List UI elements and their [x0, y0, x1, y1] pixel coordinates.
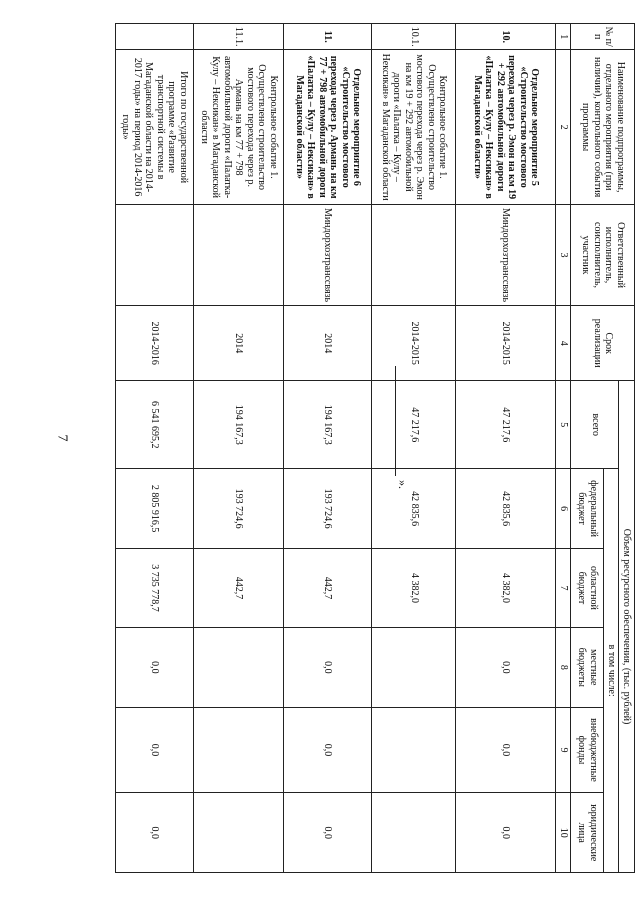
row-local [372, 628, 456, 707]
row-regional: 4 382,0 [456, 548, 555, 627]
row-regional: 442,7 [283, 548, 371, 627]
row-responsible: Миндорхозтранссвязь [456, 204, 555, 305]
row-local: 0,0 [456, 628, 555, 707]
header-local: местные бюджеты [571, 628, 603, 707]
total-row-offbudget: 0,0 [116, 707, 194, 793]
total-row-name: Итого по государственной программе «Развитие транспортной системы в Магаданской области на 2014-2017 годы» на период 2014-2016 годы» [116, 50, 194, 204]
header-regional: областной бюджет [571, 548, 603, 627]
row-name: Отдельное мероприятие 6 «Строительство мостового перехода через р. Армань на км 77 + 798 автомобильной дороги «Палатка – Кулу – Нексикан» в Магаданской области» [283, 50, 371, 204]
row-num: 11.1. [193, 24, 283, 50]
col-number: 3 [555, 204, 571, 305]
col-number: 4 [555, 306, 571, 381]
total-row-num [116, 24, 194, 50]
row-legal [372, 793, 456, 873]
row-federal: 42 835,6 [456, 469, 555, 548]
row-regional: 4 382,0 [372, 548, 456, 627]
closing-quote: ». [396, 480, 410, 489]
row-local [193, 628, 283, 707]
row-offbudget [372, 707, 456, 793]
header-responsible: Ответственный исполнитель, соисполнитель, участник [571, 204, 635, 305]
total-row [116, 24, 194, 873]
header-legal: юридические лица [571, 793, 603, 873]
total-row-total: 6 541 695,2 [116, 381, 194, 469]
row-num: 11. [283, 24, 371, 50]
header-volume: Объем ресурсного обеспечения, (тыс. рублей) [619, 381, 635, 873]
table-row [456, 24, 555, 873]
header-row-1 [619, 24, 635, 873]
rotated-table-container [115, 23, 635, 873]
header-total: всего [571, 381, 619, 469]
total-row-federal: 2 805 916,5 [116, 469, 194, 548]
row-period: 2014-2015 [456, 306, 555, 381]
row-period: 2014 [193, 306, 283, 381]
table-row [193, 24, 283, 873]
row-offbudget [193, 707, 283, 793]
row-period: 2014-2015 [372, 306, 456, 381]
col-number: 10 [555, 793, 571, 873]
col-number: 6 [555, 469, 571, 548]
row-legal: 0,0 [283, 793, 371, 873]
row-federal: 42 835,6 [372, 469, 456, 548]
column-numbers-row [555, 24, 571, 873]
row-num: 10. [456, 24, 555, 50]
row-legal [193, 793, 283, 873]
col-number: 5 [555, 381, 571, 469]
total-row-responsible [116, 204, 194, 305]
row-name: Отдельное мероприятие 5 «Строительство мостового перехода через р. Эмон на км 19 + 292 автомобильной дороги «Палатка – Кулу – Нексикан» в Магаданской области» [456, 50, 555, 204]
total-row-legal: 0,0 [116, 793, 194, 873]
table-row [372, 24, 456, 873]
row-responsible: Миндорхозтранссвязь [283, 204, 371, 305]
row-total: 47 217,6 [456, 381, 555, 469]
total-row-period: 2014-2016 [116, 306, 194, 381]
row-total: 194 167,3 [193, 381, 283, 469]
header-period: Срок реализации [571, 306, 635, 381]
row-num: 10.1. [372, 24, 456, 50]
resource-table [115, 23, 635, 873]
row-total: 47 217,6 [372, 381, 456, 469]
col-number: 8 [555, 628, 571, 707]
col-number: 1 [555, 24, 571, 50]
header-num: № п/п [571, 24, 635, 50]
row-offbudget: 0,0 [283, 707, 371, 793]
row-federal: 193 724,6 [283, 469, 371, 548]
header-federal: федеральный бюджет [571, 469, 603, 548]
page-number: 7 [54, 434, 70, 442]
col-number: 2 [555, 50, 571, 204]
total-row-regional: 3 735 778,7 [116, 548, 194, 627]
row-offbudget: 0,0 [456, 707, 555, 793]
header-offbudget: внебюджетные фонды [571, 707, 603, 793]
row-regional: 442,7 [193, 548, 283, 627]
row-responsible [193, 204, 283, 305]
row-responsible [372, 204, 456, 305]
row-federal: 193 724,6 [193, 469, 283, 548]
col-number: 9 [555, 707, 571, 793]
row-local: 0,0 [283, 628, 371, 707]
header-including: в том числе: [603, 469, 619, 873]
row-period: 2014 [283, 306, 371, 381]
col-number: 7 [555, 548, 571, 627]
row-name: Контрольное событие 1. Осуществлено строительство мостового перехода через р. Армань на км 77 + 798 автомобильной дороги «Палатка- Кулу – Нексикан» в Магаданской области [193, 50, 283, 204]
row-name: Контрольное событие 1. Осуществлено строительство мостового перехода через р. Эмон на км 19 + 292 автомобильной дороги «Палатка – Кулу – Нексикан» в Магаданской области [372, 50, 456, 204]
header-name: Наименование подпрограммы, отдельного мероприятия (при наличии), контрольного события программы [571, 50, 635, 204]
total-row-local: 0,0 [116, 628, 194, 707]
table-row [283, 24, 371, 873]
row-legal: 0,0 [456, 793, 555, 873]
row-total: 194 167,3 [283, 381, 371, 469]
